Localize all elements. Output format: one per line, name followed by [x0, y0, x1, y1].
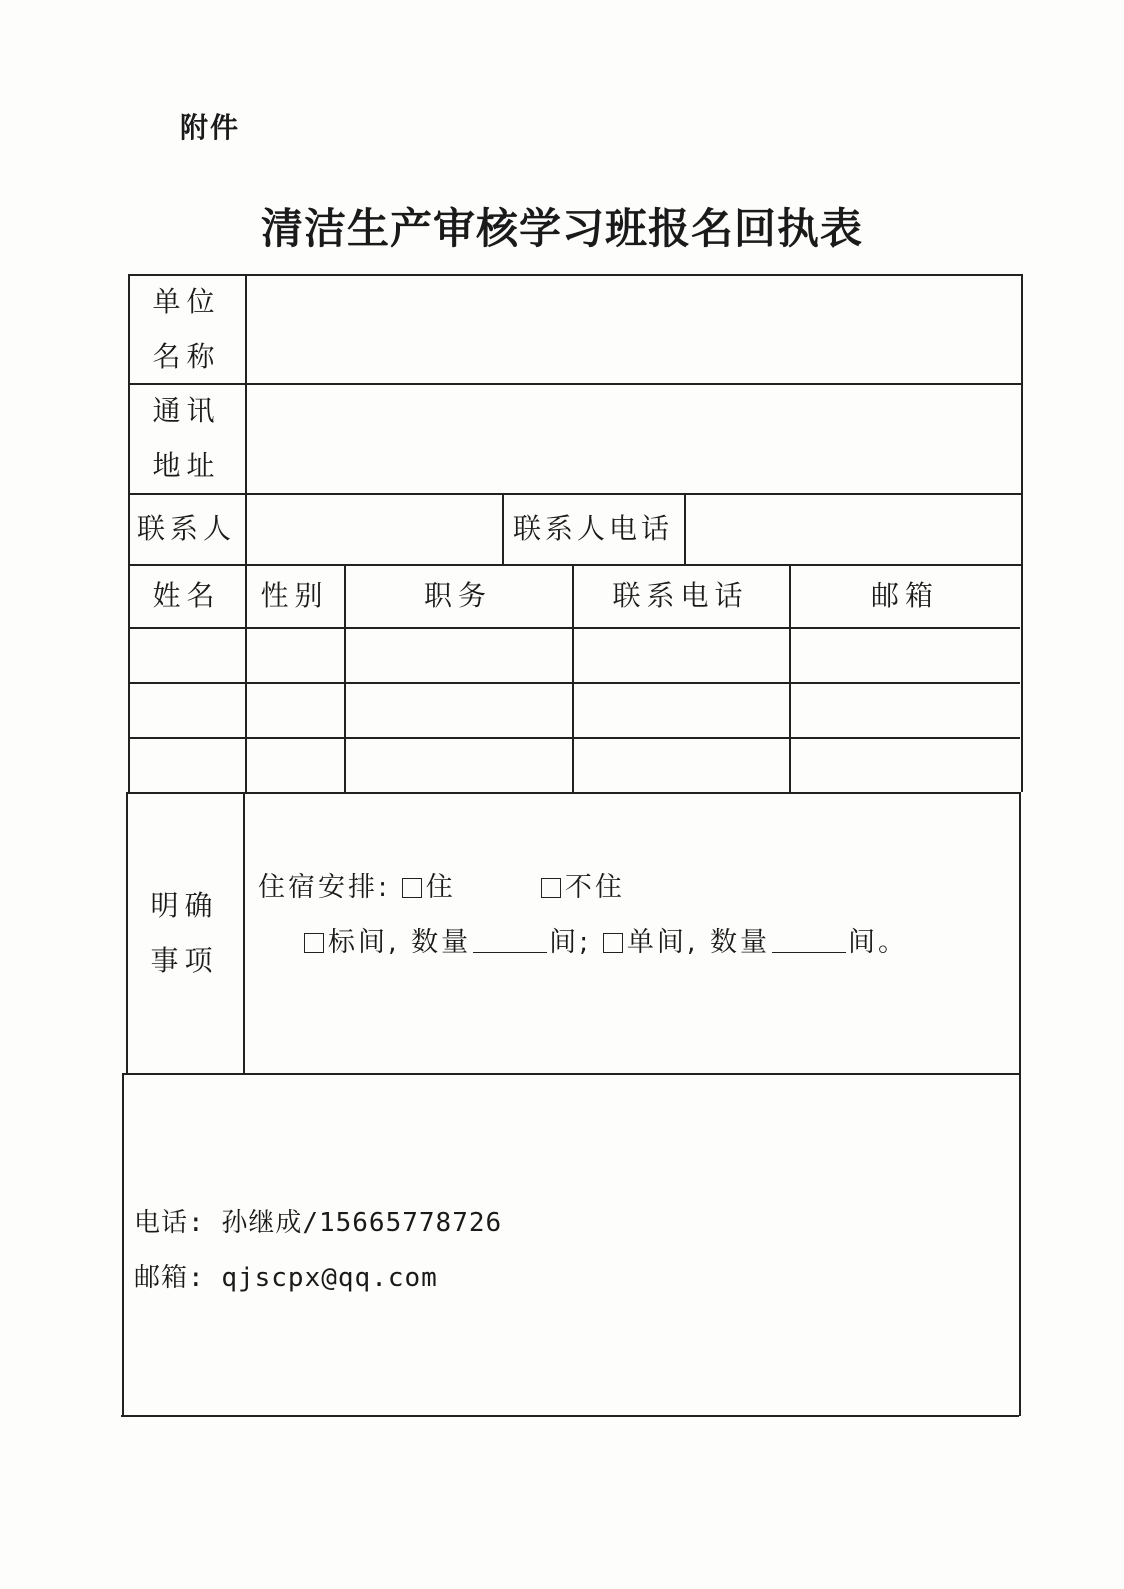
form-title: 清洁生产审核学习班报名回执表	[260, 204, 863, 253]
contact-info	[134, 1196, 502, 1306]
attachment-label: 附件	[180, 111, 241, 144]
column-header-gender: 性别	[260, 579, 329, 612]
attendee-row-1[interactable]	[130, 629, 1020, 681]
email-label: 邮箱:	[134, 1263, 205, 1293]
contact-phone-field[interactable]	[686, 495, 1020, 563]
room-unit-1: 间;	[549, 927, 592, 958]
standard-room-checkbox[interactable]	[304, 933, 324, 953]
attendee-row-3[interactable]	[130, 739, 1020, 791]
email-line	[134, 1251, 502, 1306]
unit-name-label: 单位 名称	[152, 284, 221, 373]
phone-value: 孙继成/15665778726	[221, 1208, 503, 1238]
column-header-position: 职务	[423, 579, 492, 612]
single-room-count-field[interactable]	[772, 926, 846, 953]
accommodation-section	[258, 860, 908, 970]
column-header-name: 姓名	[152, 579, 221, 612]
single-room-label: 单间, 数量	[626, 927, 771, 958]
single-room-checkbox[interactable]	[603, 933, 623, 953]
stay-option-label: 住	[425, 872, 456, 903]
unit-name-field[interactable]	[247, 276, 1021, 382]
accommodation-row	[258, 860, 908, 915]
standard-room-label: 标间, 数量	[328, 927, 472, 958]
contact-phone-label: 联系人电话	[512, 512, 673, 545]
column-header-phone: 联系电话	[612, 579, 749, 612]
address-field[interactable]	[247, 385, 1021, 492]
phone-label: 电话:	[134, 1208, 205, 1238]
standard-room-count-field[interactable]	[473, 926, 547, 953]
attendee-row-2[interactable]	[130, 684, 1020, 736]
notes-label: 明确 事项	[150, 888, 219, 977]
phone-line	[134, 1196, 502, 1251]
contact-person-field[interactable]	[247, 495, 501, 563]
no-stay-option-label: 不住	[564, 872, 625, 903]
column-header-email: 邮箱	[870, 579, 939, 612]
room-unit-2: 间。	[848, 927, 909, 958]
room-type-row	[258, 915, 908, 970]
no-stay-checkbox[interactable]	[541, 878, 561, 898]
stay-checkbox[interactable]	[402, 878, 422, 898]
email-value: qjscpx@qq.com	[221, 1263, 438, 1293]
accommodation-label: 住宿安排:	[258, 872, 391, 903]
address-label: 通讯 地址	[152, 394, 221, 482]
contact-person-label: 联系人	[136, 512, 236, 545]
